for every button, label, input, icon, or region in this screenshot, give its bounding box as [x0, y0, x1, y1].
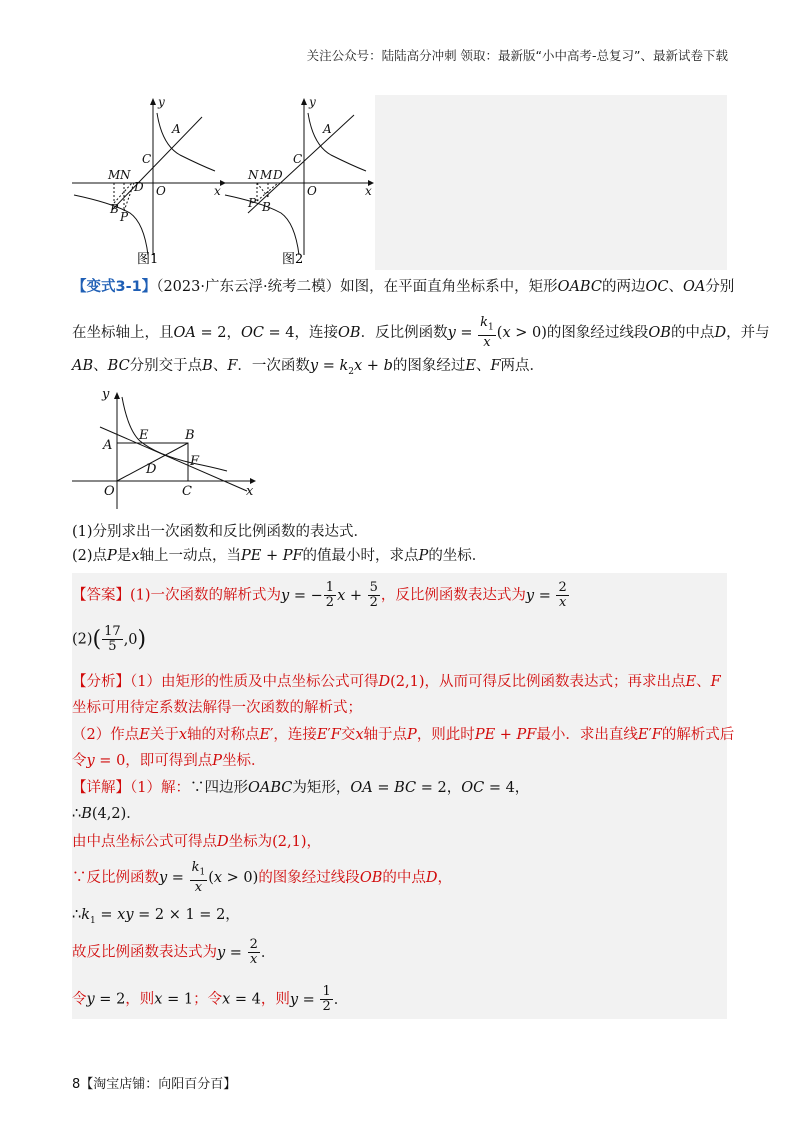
fig1-y-label: y	[158, 95, 165, 109]
fig3-b-label: B	[185, 428, 195, 443]
fig1-x-label: x	[214, 184, 221, 198]
figures-svg	[72, 95, 727, 270]
figure-1	[72, 98, 226, 255]
problem-line-1: 【变式3-1】（2023·广东云浮·统考二模）如图，在平面直角坐标系中，矩形OABC的两边OC、OA分别	[72, 279, 735, 295]
page-footer: 8【淘宝店铺：向阳百分百】	[72, 1077, 237, 1092]
answer-part-2: (2)( $\frac{17}{5}$ ,0)	[72, 624, 147, 654]
fig2-b-label: B	[262, 200, 271, 214]
fig3-x-label: x	[246, 484, 254, 499]
detail-line-5: $\therefore k_1$ = xy = 2 × 1 = 2，	[72, 907, 240, 926]
fig2-x-label: x	[365, 184, 372, 198]
fig1-c-label: C	[142, 152, 152, 166]
question-2: (2)点P是x轴上一动点，当PE + PF的值最小时，求点P的坐标．	[72, 548, 487, 564]
analysis-line-1: 【分析】（1）由矩形的性质及中点坐标公式可得D(2,1)，从而可得反比例函数表达式；再求出点E、F	[72, 674, 721, 690]
problem-line-2: 在坐标轴上，且OA = 2，OC = 4，连接OB．反比例函数y = $\frac{k_1}{x}$ (x > 0)的图象经过线段OB的中点D，并与	[72, 315, 770, 350]
fig3-d-label: D	[146, 462, 157, 477]
fig3-y-label: y	[102, 387, 110, 402]
fig1-d-label: D	[134, 180, 144, 194]
figures-area	[72, 95, 727, 270]
fig3-f-label: F	[190, 454, 200, 469]
question-1: (1)分别求出一次函数和反比例函数的表达式．	[72, 524, 369, 540]
page-header: 关注公众号：陆陆高分冲刺 领取：最新版“小中高考-总复习”、最新试卷下载	[306, 48, 728, 63]
problem-tag: 【变式3-1】	[72, 279, 157, 295]
answer-tag: 【答案】	[72, 587, 130, 604]
detail-line-1: 【详解】（1）解：∵四边形OABC为矩形，OA = BC = 2，OC = 4，	[72, 780, 530, 796]
fig1-a-label: A	[172, 122, 181, 136]
fig2-c-label: C	[293, 152, 303, 166]
fig2-m-label: M	[260, 168, 273, 182]
fig1-o-label: O	[156, 184, 166, 198]
analysis-tag: 【分析】	[72, 674, 130, 690]
fig1-caption: 图1	[137, 252, 159, 267]
detail-tag: 【详解】	[72, 780, 130, 796]
problem-line-3: AB、BC分别交于点B、F．一次函数$y = k_2x + b$的图象经过E、F两点．	[72, 358, 545, 377]
analysis-line-3: （2）作点E关于x轴的对称点E′，连接E′F交x轴于点P，则此时PE + PF最小．求出直线E′F的解析式后	[72, 727, 735, 743]
fig2-n-label: N	[248, 168, 259, 182]
fig2-y-label: y	[309, 95, 316, 109]
fig1-p-label: P	[120, 210, 129, 224]
fig1-m-label: M	[108, 168, 121, 182]
fig1-n-label: N	[120, 168, 131, 182]
analysis-line-4: 令y = 0，即可得到点P坐标．	[72, 753, 266, 769]
fig2-d-label: D	[273, 168, 283, 182]
fig2-o-label: O	[307, 184, 317, 198]
figure-3	[72, 385, 262, 510]
fig2-a-label: A	[323, 122, 332, 136]
detail-line-4: ∵反比例函数y = $\frac{k_1}{x}$ (x > 0)的图象经过线段OB的中点D，	[72, 860, 452, 895]
detail-line-7: 令y = 2，则x = 1；令x = 4，则y = $\frac{1}{2}$ ．	[72, 984, 349, 1014]
detail-line-3: 由中点坐标公式可得点D坐标为(2,1)，	[72, 834, 322, 850]
fig3-c-label: C	[182, 484, 192, 499]
fig3-e-label: E	[139, 428, 149, 443]
fig1-b-label: B	[110, 202, 119, 216]
fig2-caption: 图2	[282, 252, 304, 267]
figure-2	[222, 98, 374, 255]
fig3-a-label: A	[103, 438, 113, 453]
answer-line: 【答案】(1)一次函数的解析式为y = − $\frac{1}{2}$ x + $\frac{5}{2}$ ，反比例函数表达式为y = $\frac{2}{x}$	[72, 580, 567, 610]
fig3-o-label: O	[104, 484, 115, 499]
answer-block	[72, 573, 735, 1019]
analysis-line-2: 坐标可用待定系数法解得一次函数的解析式；	[72, 700, 362, 716]
detail-line-6: 故反比例函数表达式为y = $\frac{2}{x}$ ．	[72, 937, 276, 967]
detail-line-2: ∴B(4,2)．	[72, 806, 141, 822]
fig2-p-label: P	[248, 196, 257, 210]
